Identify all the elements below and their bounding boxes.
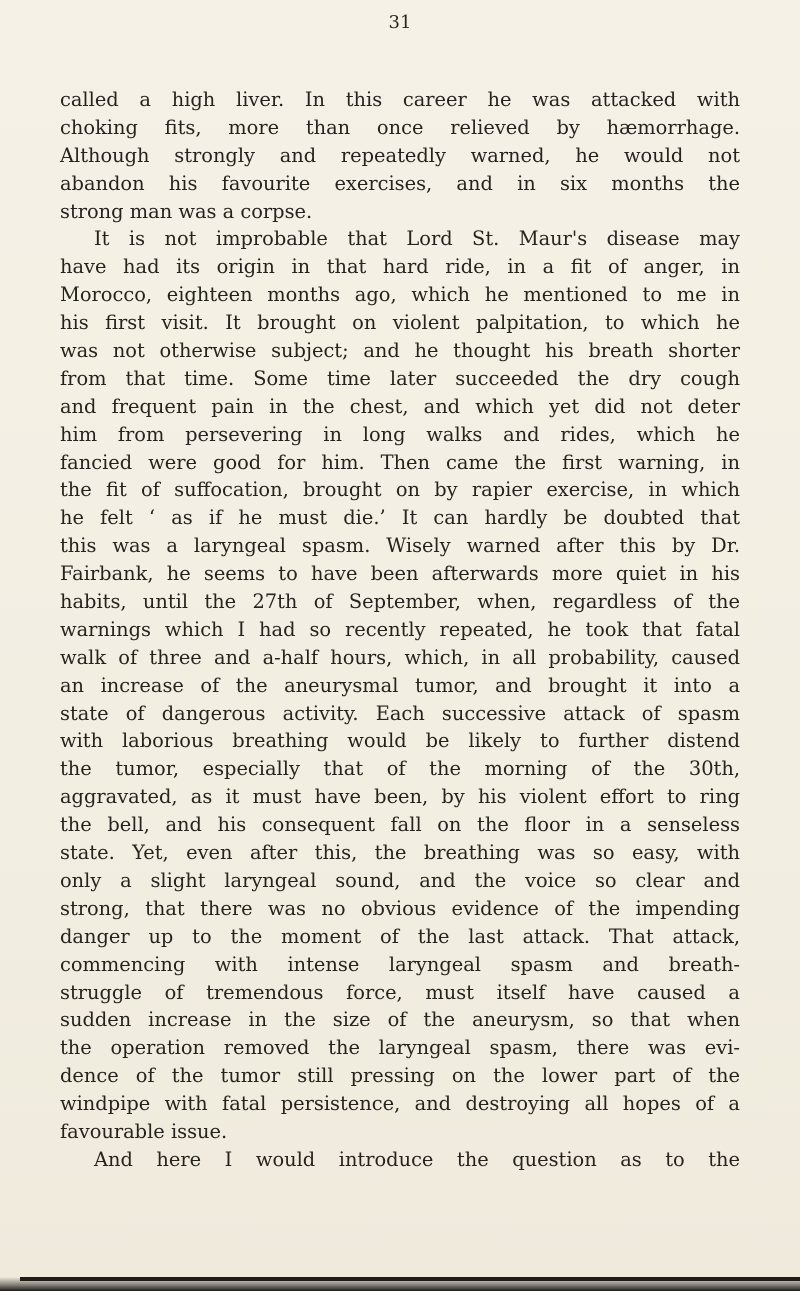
text-line: the tumor, especially that of the morning of the 30th, [60, 757, 740, 781]
text-line: an increase of the aneurysmal tumor, and brought it into a [60, 673, 740, 697]
body-text [60, 86, 740, 1174]
text-line: he felt ‘ as if he must die.’ It can hardly be doubted that [60, 506, 740, 530]
text-line: aggravated, as it must have been, by his violent effort to ring [60, 785, 740, 809]
text-line: with laborious breathing would be likely to further distend [60, 729, 740, 753]
text-line: Fairbank, he seems to have been afterwards more quiet in his [60, 562, 740, 586]
text-line: this was a laryngeal spasm. Wisely warned after this by Dr. [60, 534, 740, 558]
text-line: state. Yet, even after this, the breathing was so easy, with [60, 841, 740, 865]
text-line: dence of the tumor still pressing on the lower part of the [60, 1064, 740, 1088]
text-line: warnings which I had so recently repeated, he took that fatal [60, 617, 740, 641]
text-line: sudden increase in the size of the aneurysm, so that when [60, 1008, 740, 1032]
text-line: strong man was a corpse. [60, 199, 313, 223]
text-line: It is not improbable that Lord St. Maur's disease may [94, 227, 740, 251]
page-bottom-edge [20, 1277, 800, 1281]
text-line: called a high liver. In this career he was attacked with [60, 88, 740, 111]
text-line: struggle of tremendous force, must itself have caused a [60, 980, 740, 1004]
text-line: Morocco, eighteen months ago, which he mentioned to me in [60, 283, 740, 307]
text-line: And here I would introduce the question as to the [94, 1147, 740, 1171]
text-line: habits, until the 27th of September, when, regardless of the [60, 590, 740, 614]
text-line: state of dangerous activity. Each successive attack of spasm [60, 701, 740, 725]
text-line: have had its origin in that hard ride, in a fit of anger, in [60, 255, 740, 279]
text-line: choking fits, more than once relieved by hæmorrhage. [60, 115, 740, 139]
text-line: favourable issue. [60, 1119, 228, 1143]
text-line: fancied were good for him. Then came the first warning, in [60, 450, 740, 474]
text-line: the operation removed the laryngeal spasm, there was evi- [60, 1036, 740, 1060]
text-line: danger up to the moment of the last attack. That attack, [60, 924, 740, 948]
text-line: him from persevering in long walks and rides, which he [60, 422, 740, 446]
text-line: commencing with intense laryngeal spasm and breath- [60, 952, 740, 976]
text-line: was not otherwise subject; and he thought his breath shorter [60, 339, 740, 363]
page-number: 31 [388, 12, 412, 33]
text-line: Although strongly and repeatedly warned, he would not [60, 143, 740, 167]
text-line: abandon his favourite exercises, and in six months the [60, 171, 740, 195]
text-line: and frequent pain in the chest, and which yet did not deter [60, 394, 740, 418]
text-line: strong, that there was no obvious evidence of the impending [60, 896, 740, 920]
text-line: the fit of suffocation, brought on by rapier exercise, in which [60, 478, 740, 502]
text-line: only a slight laryngeal sound, and the voice so clear and [60, 868, 740, 892]
text-line: walk of three and a-half hours, which, in all probability, caused [60, 645, 740, 669]
text-line: windpipe with fatal persistence, and destroying all hopes of a [60, 1092, 740, 1116]
text-line: the bell, and his consequent fall on the floor in a senseless [60, 813, 740, 837]
text-line: his first visit. It brought on violent palpitation, to which he [60, 311, 740, 335]
text-line: from that time. Some time later succeeded the dry cough [60, 366, 740, 390]
